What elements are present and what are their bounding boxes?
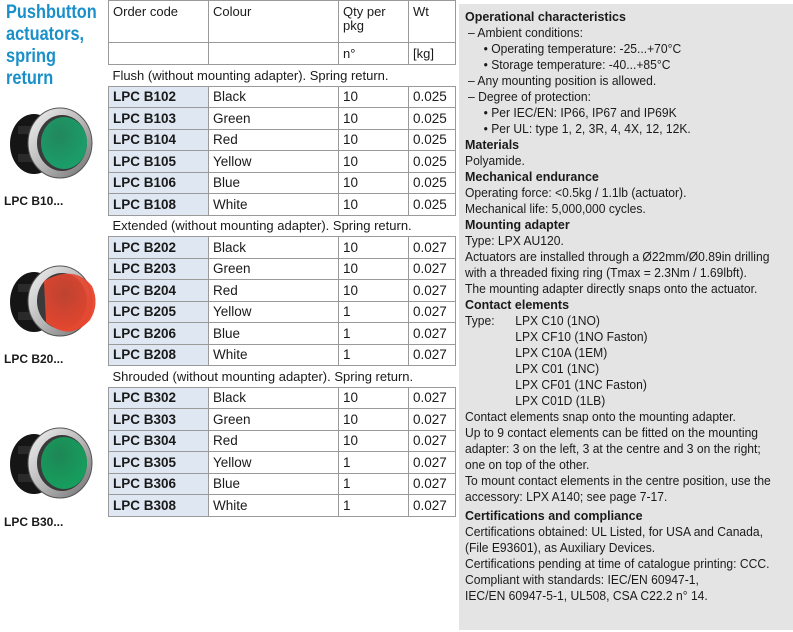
table-row <box>109 387 456 409</box>
section-row <box>109 366 456 388</box>
colour-cell: Red <box>209 430 339 452</box>
spec-text: • Per IEC/EN: IP66, IP67 and IP69K <box>483 105 677 120</box>
wt-cell: 0.025 <box>409 86 456 108</box>
spec-text: – Ambient conditions: <box>468 25 583 40</box>
spec-text: Polyamide. <box>465 153 525 168</box>
colour-cell: Green <box>209 108 339 130</box>
contact-type-label: Type: <box>465 313 495 328</box>
header-order-code: Order code <box>109 1 209 43</box>
qty-cell: 10 <box>339 409 409 431</box>
table-row <box>109 86 456 108</box>
qty-cell: 1 <box>339 301 409 323</box>
qty-cell: 10 <box>339 258 409 280</box>
code-cell: LPC B306 <box>109 473 209 495</box>
table-row <box>109 280 456 302</box>
code-cell: LPC B106 <box>109 172 209 194</box>
spec-text: Up to 9 contact elements can be fitted on the mounting <box>465 425 759 440</box>
qty-cell: 10 <box>339 194 409 216</box>
shrouded-green-pushbutton-icon <box>4 418 104 498</box>
code-cell: LPC B202 <box>109 237 209 259</box>
colour-cell: Blue <box>209 473 339 495</box>
spec-text: The mounting adapter directly snaps onto the actuator. <box>465 281 758 296</box>
code-cell: LPC B302 <box>109 387 209 409</box>
spec-heading: Materials <box>465 137 520 152</box>
qty-cell: 1 <box>339 344 409 366</box>
spec-text: Actuators are installed through a Ø22mm/Ø0.89in drilling <box>465 249 770 264</box>
spec-text: IEC/EN 60947-5-1, UL508, CSA C22.2 n° 14. <box>465 588 708 603</box>
qty-cell: 1 <box>339 452 409 474</box>
wt-cell: 0.027 <box>409 280 456 302</box>
spec-text: • Operating temperature: -25...+70°C <box>483 41 682 56</box>
product-caption: LPC B20... <box>4 352 64 366</box>
qty-cell: 1 <box>339 323 409 345</box>
spec-text: one on top of the other. <box>465 457 590 472</box>
wt-cell: 0.025 <box>409 172 456 194</box>
spec-text: • Storage temperature: -40...+85°C <box>483 57 671 72</box>
colour-cell: White <box>209 194 339 216</box>
code-cell: LPC B108 <box>109 194 209 216</box>
contact-type-line <box>465 377 770 393</box>
code-cell: LPC B104 <box>109 129 209 151</box>
spec-text: – Degree of protection: <box>468 89 591 104</box>
wt-cell: 0.027 <box>409 258 456 280</box>
specifications-panel <box>459 4 793 630</box>
header-qty-text: Qty per pkg <box>343 4 386 33</box>
contact-type-label <box>465 329 515 345</box>
contact-type-label <box>465 361 515 377</box>
spec-heading: Contact elements <box>465 297 570 312</box>
table-row <box>109 172 456 194</box>
code-cell: LPC B305 <box>109 452 209 474</box>
section-title: Extended (without mounting adapter). Spring return. <box>109 215 456 237</box>
heading-line: Pushbutton <box>6 2 97 23</box>
header-wt-unit: [kg] <box>409 43 456 65</box>
product-caption: LPC B30... <box>4 515 64 529</box>
qty-cell: 10 <box>339 86 409 108</box>
spec-text: (File E93601), as Auxiliary Devices. <box>465 540 656 555</box>
spec-heading: Mechanical endurance <box>465 169 599 184</box>
qty-cell: 10 <box>339 108 409 130</box>
contact-type-line <box>465 393 770 409</box>
contact-type-value: LPX CF01 (1NC Faston) <box>515 377 647 392</box>
table-row <box>109 237 456 259</box>
contact-type-value: LPX C10 (1NO) <box>515 313 600 328</box>
header-unit-empty <box>209 43 339 65</box>
contact-type-label <box>465 345 515 361</box>
table-row <box>109 473 456 495</box>
wt-cell: 0.027 <box>409 323 456 345</box>
table-row <box>109 430 456 452</box>
wt-cell: 0.027 <box>409 495 456 517</box>
flush-green-pushbutton-icon <box>4 98 104 178</box>
spec-text: Mechanical life: 5,000,000 cycles. <box>465 201 646 216</box>
code-cell: LPC B204 <box>109 280 209 302</box>
qty-cell: 10 <box>339 430 409 452</box>
section-row <box>109 215 456 237</box>
spec-text: • Per UL: type 1, 2, 3R, 4, 4X, 12, 12K. <box>483 121 691 136</box>
table-row <box>109 409 456 431</box>
heading-line: actuators, <box>6 24 85 45</box>
qty-cell: 10 <box>339 280 409 302</box>
spec-text: – Any mounting position is allowed. <box>468 73 657 88</box>
section-title: Flush (without mounting adapter). Spring return. <box>109 65 456 87</box>
wt-cell: 0.027 <box>409 387 456 409</box>
code-cell: LPC B206 <box>109 323 209 345</box>
code-cell: LPC B304 <box>109 430 209 452</box>
header-colour: Colour <box>209 1 339 43</box>
colour-cell: Red <box>209 129 339 151</box>
code-cell: LPC B105 <box>109 151 209 173</box>
left-column <box>0 0 108 632</box>
contact-type-line <box>465 361 770 377</box>
table-row <box>109 108 456 130</box>
section-heading <box>6 2 95 90</box>
table-row <box>109 258 456 280</box>
extended-red-pushbutton-icon <box>4 256 104 336</box>
colour-cell: Green <box>209 258 339 280</box>
contact-type-value: LPX C01D (1LB) <box>515 393 606 408</box>
section-title: Shrouded (without mounting adapter). Spring return. <box>109 366 456 388</box>
wt-cell: 0.027 <box>409 409 456 431</box>
qty-cell: 10 <box>339 129 409 151</box>
contact-type-line <box>465 313 770 329</box>
colour-cell: Blue <box>209 172 339 194</box>
contact-type-line <box>465 345 770 361</box>
spec-text: Type: LPX AU120. <box>465 233 564 248</box>
header-qty <box>339 1 409 43</box>
qty-cell: 10 <box>339 237 409 259</box>
product-caption: LPC B10... <box>4 194 64 208</box>
qty-cell: 1 <box>339 495 409 517</box>
wt-cell: 0.025 <box>409 129 456 151</box>
contact-type-line <box>465 329 770 345</box>
spec-text: Operating force: <0.5kg / 1.1lb (actuator). <box>465 185 687 200</box>
colour-cell: Black <box>209 86 339 108</box>
spec-heading: Operational characteristics <box>465 9 626 24</box>
spec-heading: Certifications and compliance <box>465 508 643 523</box>
wt-cell: 0.027 <box>409 301 456 323</box>
heading-line: spring <box>6 46 56 67</box>
spec-text: adapter: 3 on the left, 3 at the centre and 3 on the right; <box>465 441 761 456</box>
colour-cell: Red <box>209 280 339 302</box>
qty-cell: 10 <box>339 172 409 194</box>
table-row <box>109 129 456 151</box>
wt-cell: 0.025 <box>409 108 456 130</box>
spec-heading: Mounting adapter <box>465 217 570 232</box>
code-cell: LPC B103 <box>109 108 209 130</box>
table-row <box>109 323 456 345</box>
code-cell: LPC B102 <box>109 86 209 108</box>
colour-cell: White <box>209 495 339 517</box>
contact-type-value: LPX C01 (1NC) <box>515 361 600 376</box>
table-row <box>109 301 456 323</box>
contact-type-value: LPX C10A (1EM) <box>515 345 608 360</box>
contact-type-label <box>465 377 515 393</box>
header-qty-unit: n° <box>339 43 409 65</box>
wt-cell: 0.025 <box>409 194 456 216</box>
header-unit-empty <box>109 43 209 65</box>
colour-cell: Black <box>209 387 339 409</box>
colour-cell: Green <box>209 409 339 431</box>
spec-text: accessory: LPX A140; see page 7-17. <box>465 489 668 504</box>
wt-cell: 0.025 <box>409 151 456 173</box>
table-row <box>109 495 456 517</box>
table-row <box>109 452 456 474</box>
spec-text: Certifications obtained: UL Listed, for USA and Canada, <box>465 524 763 539</box>
order-table <box>108 0 456 517</box>
code-cell: LPC B303 <box>109 409 209 431</box>
spec-text: Certifications pending at time of catalogue printing: CCC. <box>465 556 770 571</box>
code-cell: LPC B208 <box>109 344 209 366</box>
spec-text: To mount contact elements in the centre position, use the <box>465 473 771 488</box>
section-row <box>109 65 456 87</box>
qty-cell: 10 <box>339 387 409 409</box>
heading-line: return <box>6 68 54 89</box>
table-row <box>109 344 456 366</box>
wt-cell: 0.027 <box>409 452 456 474</box>
colour-cell: White <box>209 344 339 366</box>
code-cell: LPC B205 <box>109 301 209 323</box>
header-wt: Wt <box>409 1 456 43</box>
spec-text: Compliant with standards: IEC/EN 60947-1, <box>465 572 699 587</box>
contact-type-label <box>465 393 515 409</box>
wt-cell: 0.027 <box>409 237 456 259</box>
spec-text: Contact elements snap onto the mounting adapter. <box>465 409 736 424</box>
wt-cell: 0.027 <box>409 473 456 495</box>
colour-cell: Yellow <box>209 452 339 474</box>
wt-cell: 0.027 <box>409 344 456 366</box>
code-cell: LPC B308 <box>109 495 209 517</box>
table-row <box>109 151 456 173</box>
qty-cell: 10 <box>339 151 409 173</box>
code-cell: LPC B203 <box>109 258 209 280</box>
table-row <box>109 194 456 216</box>
colour-cell: Black <box>209 237 339 259</box>
colour-cell: Yellow <box>209 301 339 323</box>
colour-cell: Blue <box>209 323 339 345</box>
spec-text: with a threaded fixing ring (Tmax = 2.3Nm / 1.69lbft). <box>465 265 747 280</box>
wt-cell: 0.027 <box>409 430 456 452</box>
colour-cell: Yellow <box>209 151 339 173</box>
qty-cell: 1 <box>339 473 409 495</box>
contact-type-value: LPX CF10 (1NO Faston) <box>515 329 648 344</box>
